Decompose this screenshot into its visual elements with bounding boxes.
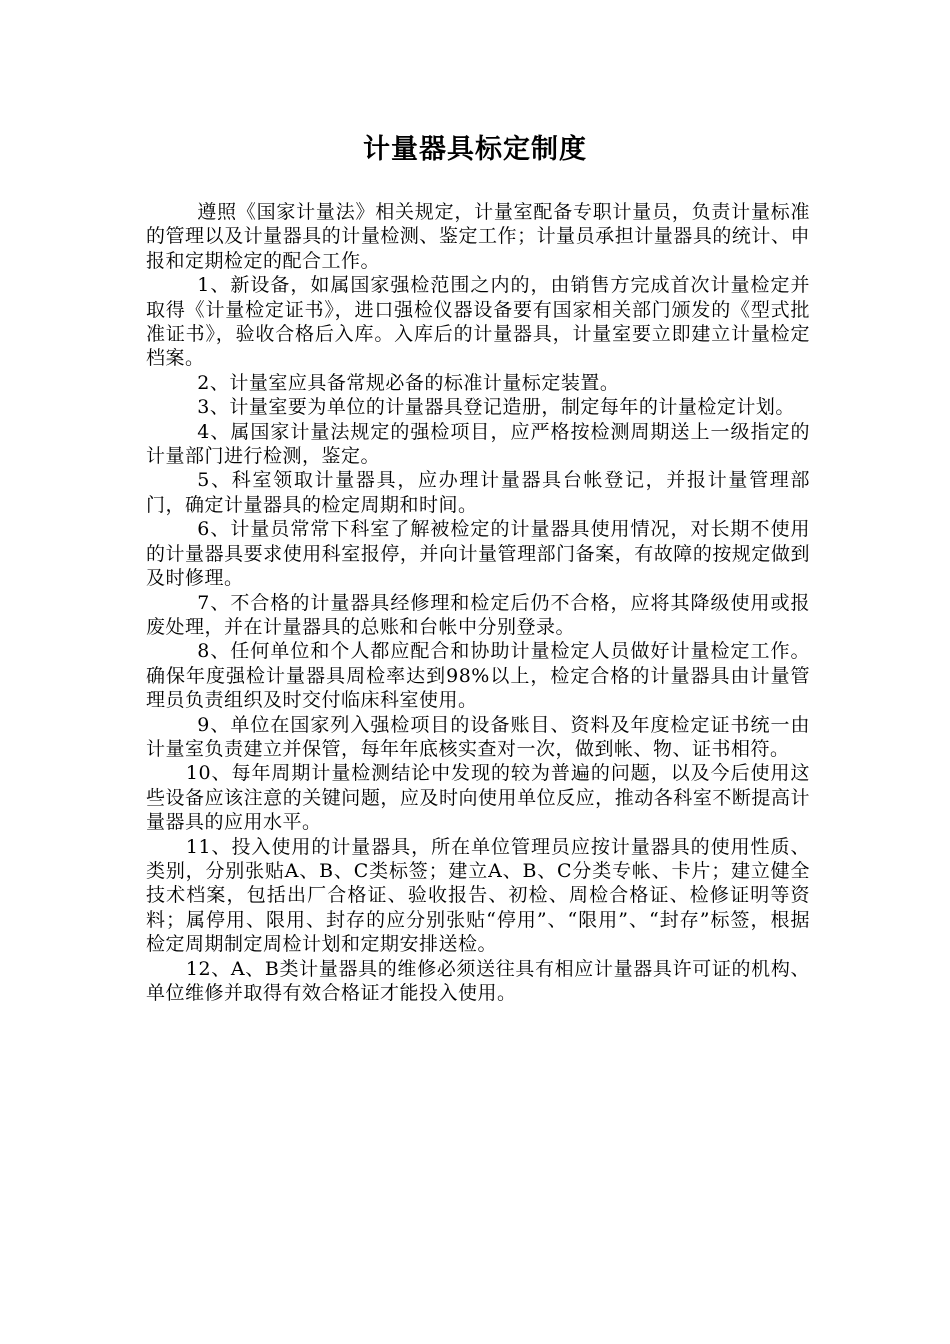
clause-1: 1、新设备，如属国家强检范围之内的，由销售方完成首次计量检定并取得《计量检定证书》，进口强检仪器设备要有国家相关部门颁发的《型式批准证书》，验收合格后入库。入库后的计量器具，计量室要立即建立计量检定档案。 <box>146 274 810 370</box>
clause-2: 2、计量室应具备常规必备的标准计量标定装置。 <box>197 371 620 394</box>
clause-9: 9、单位在国家列入强检项目的设备账目、资料及年度检定证书统一由计量室负责建立并保管，每年年底核实查对一次，做到帐、物、证书相符。 <box>146 713 810 760</box>
clause-5: 5、科室领取计量器具，应办理计量器具台帐登记，并报计量管理部门，确定计量器具的检定周期和时间。 <box>146 469 810 516</box>
clause-3: 3、计量室要为单位的计量器具登记造册，制定每年的计量检定计划。 <box>197 396 795 419</box>
clause-8: 8、任何单位和个人都应配合和协助计量检定人员做好计量检定工作。确保年度强检计量器具周检率达到98%以上，检定合格的计量器具由计量管理员负责组织及时交付临床科室使用。 <box>146 640 810 712</box>
clause-12: 12、A、B类计量器具的维修必须送往具有相应计量器具许可证的机构、单位维修并取得有效合格证才能投入使用。 <box>146 957 810 1004</box>
clause-7: 7、不合格的计量器具经修理和检定后仍不合格，应将其降级使用或报废处理，并在计量器具的总账和台帐中分别登录。 <box>146 591 810 638</box>
intro-paragraph: 遵照《国家计量法》相关规定，计量室配备专职计量员，负责计量标准的管理以及计量器具的计量检测、鉴定工作；计量员承担计量器具的统计、申报和定期检定的配合工作。 <box>146 201 810 272</box>
clause-6: 6、计量员常常下科室了解被检定的计量器具使用情况，对长期不使用的计量器具要求使用科室报停，并向计量管理部门备案，有故障的按规定做到及时修理。 <box>146 518 810 590</box>
document-body <box>146 200 810 1005</box>
clause-4: 4、属国家计量法规定的强检项目，应严格按检测周期送上一级指定的计量部门进行检测，鉴定。 <box>146 420 810 468</box>
document-title: 计量器具标定制度 <box>363 134 587 165</box>
clause-11: 11、投入使用的计量器具，所在单位管理员应按计量器具的使用性质、类别，分别张贴A、B、C类标签；建立A、B、C分类专帐、卡片；建立健全技术档案，包括出厂合格证、验收报告、初检、周检合格证、检修证明等资料；属停用、限用、封存的应分别张贴“停用”、“限用”、“封存”标签，根据检定周期制定周检计划和定期安排送检。 <box>146 835 810 956</box>
clause-10: 10、每年周期计量检测结论中发现的较为普遍的问题，以及今后使用这些设备应该注意的关键问题，应及时向使用单位反应，推动各科室不断提高计量器具的应用水平。 <box>146 762 810 834</box>
